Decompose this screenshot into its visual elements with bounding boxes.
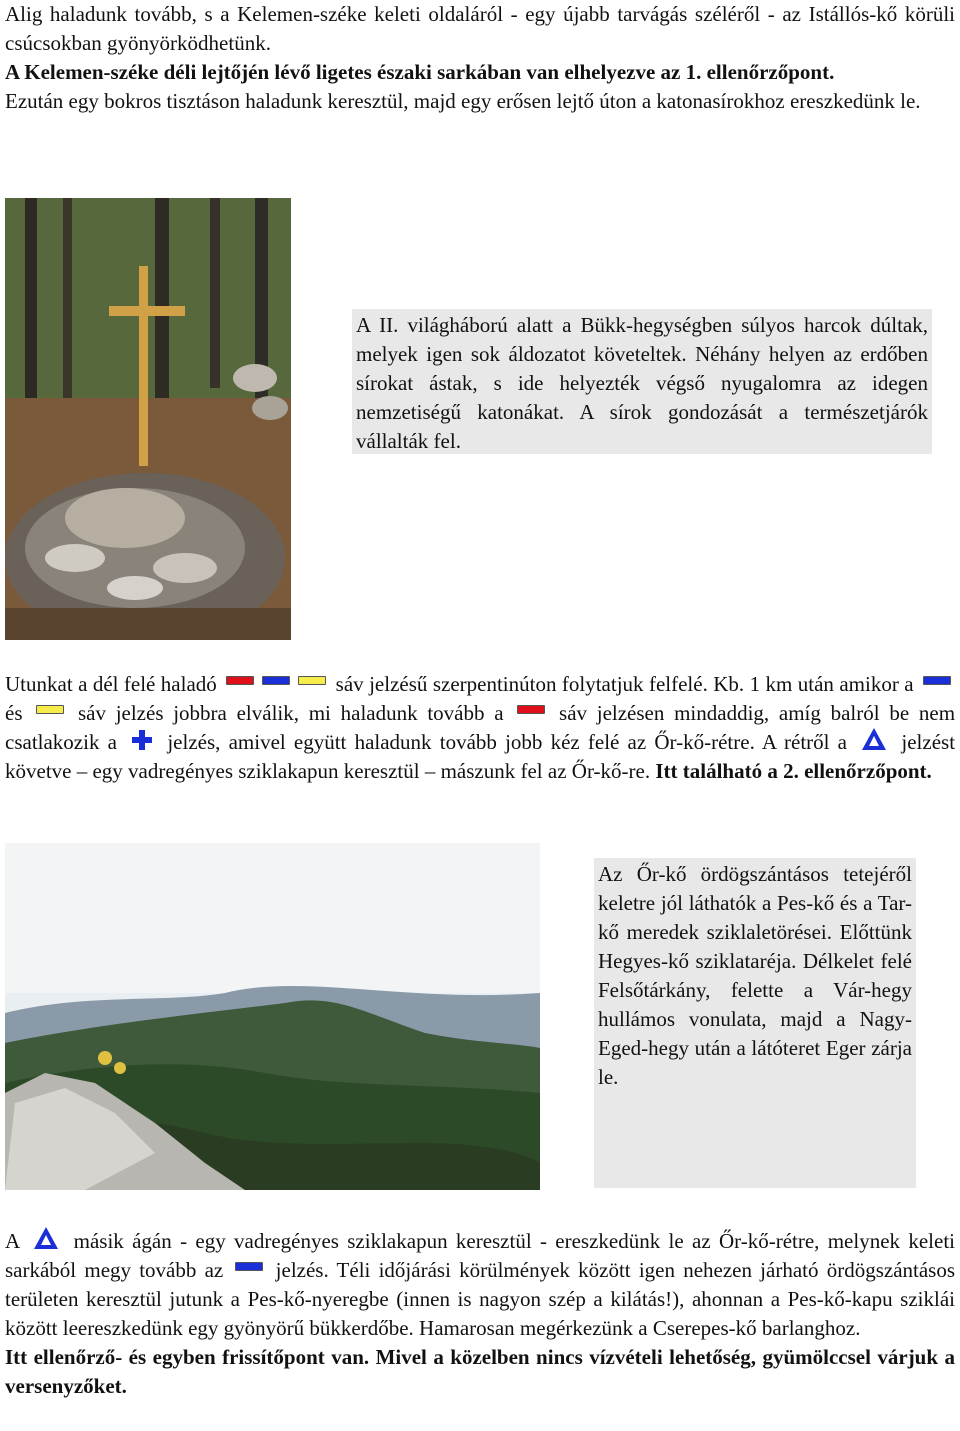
- checkpoint-1-text: A Kelemen-széke déli lejtőjén lévő ligetes északi sarkában van elhelyezve az 1. ellenőrzőpont.: [5, 60, 835, 84]
- ww2-info-text: A II. világháború alatt a Bükk-hegységben súlyos harcok dúltak, melyek igen sok áldozatot követeltek. Néhány helyen az erdőben sírokat ástak, s ide helyezték végső nyugalomra az idegen nemzetiségű katonákat. A sírok gondozását a természetjárók vállalták fel.: [356, 313, 928, 453]
- refreshment-point-text: Itt ellenőrző- és egyben frissítőpont van. Mivel a közelben nincs vízvételi lehetőség, gyümölccsel várjuk a versenyzőket.: [5, 1345, 955, 1398]
- yellow-stripe-icon: [36, 705, 64, 714]
- red-stripe-icon: [226, 676, 254, 685]
- panorama-info-box: [594, 858, 916, 1188]
- route-text-f: jelzés, amivel együtt haladunk tovább jobb kéz felé az Őr-kő-rétre. A rétről a: [167, 730, 848, 754]
- route-text-b: sáv jelzésű szerpentinúton folytatjuk felfelé. Kb. 1 km után amikor a: [335, 672, 914, 696]
- grave-photo: [5, 198, 291, 640]
- intro-text-3: Ezután egy bokros tisztáson haladunk keresztül, majd egy erősen lejtő úton a katonasírokhoz ereszkedünk le.: [5, 89, 921, 113]
- ww2-info-box: [352, 309, 932, 454]
- blue-cross-icon: [131, 729, 153, 751]
- intro-paragraph: [5, 0, 955, 116]
- yellow-stripe-icon: [298, 676, 326, 685]
- blue-stripe-icon: [235, 1262, 263, 1271]
- blue-stripe-icon: [262, 676, 290, 685]
- route-text-e: sáv jelzésen mindaddig, amíg balról be nem csatlakozik a: [5, 701, 956, 754]
- route-text-c: és: [5, 701, 23, 725]
- descent-text-c: jelzés. Téli időjárási körülmények között igen nehezen járható ördögszántásos területen keresztül jutunk a Pes-kő-nyeregbe (innen is nagyon szép a kilátás!), ahonnan a Pes-kő-kapu sziklái között leereszkedünk egy gyönyörű bükkerdőbe. Hamarosan megérkezünk a Cserepes-kő barlanghoz.: [5, 1258, 956, 1340]
- panorama-info-text: Az Őr-kő ördögszántásos tetejéről keletre jól láthatók a Pes-kő és a Tar-kő meredek sziklaletörései. Előttünk Hegyes-kő sziklataréja. Délkelet felé Felsőtárkány, felette a Vár-hegy hullámos vonulata, majd a Nagy-Eged-hegy után a látóteret Eger zárja le.: [598, 862, 912, 1089]
- route-text-g: jelzést követve – egy vadregényes sziklakapun keresztül – mászunk fel az Őr-kő-re.: [5, 730, 956, 783]
- route-paragraph: [5, 670, 955, 786]
- descent-text-a: A: [5, 1229, 20, 1253]
- route-text-d: sáv jelzés jobbra elválik, mi haladunk tovább a: [77, 701, 504, 725]
- intro-text-1: Alig haladunk tovább, s a Kelemen-széke keleti oldaláról - egy újabb tarvágás széléről - az Istállós-kő körüli csúcsokban gyönyörködhetünk.: [5, 2, 955, 55]
- descent-paragraph: [5, 1227, 955, 1401]
- descent-text-b: másik ágán - egy vadregényes sziklakapun keresztül - ereszkedünk le az Őr-kő-rétre, melynek keleti sarkából megy tovább az: [5, 1229, 955, 1282]
- blue-triangle-icon: [33, 1226, 59, 1250]
- blue-stripe-icon: [923, 676, 951, 685]
- red-stripe-icon: [517, 705, 545, 714]
- checkpoint-2-text: Itt található a 2. ellenőrzőpont.: [655, 759, 932, 783]
- route-text-a: Utunkat a dél felé haladó: [5, 672, 217, 696]
- landscape-photo: [5, 843, 540, 1190]
- blue-triangle-icon: [861, 727, 887, 751]
